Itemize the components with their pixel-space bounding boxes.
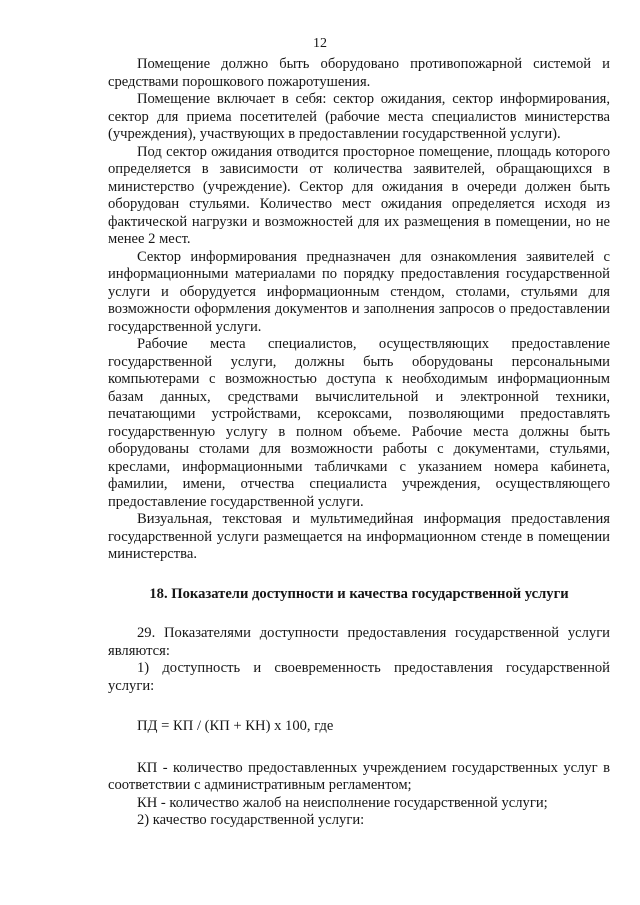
list-item-1: 1) доступность и своевременность предоставления государственной услуги: [108,660,610,694]
paragraph-room-sectors: Помещение включает в себя: сектор ожидания, сектор информирования, сектор для приема посетителей (рабочие места специалистов министерства (учреждения), участвующих в предоставлении государственной услуги). [108,91,610,142]
list-item-2: 2) качество государственной услуги: [137,812,365,828]
page-number: 12 [313,36,327,51]
definition-kp: КП - количество предоставленных учреждением государственных услуг в соответствии с административным регламентом; [108,759,610,793]
formula: ПД = КП / (КП + КН) х 100, где [137,718,334,734]
definition-kn: КН - количество жалоб на неисполнение государственной услуги; [137,794,548,811]
paragraph-info-sector: Сектор информирования предназначен для ознакомления заявителей с информационными материалами по порядку предоставления государственной услуги и оборудуется информационным стендом, столами, стульями для возможности оформления документов и заполнения запросов о предоставлении государственной услуги. [108,248,610,335]
section-heading: 18. Показатели доступности и качества государственной услуги [149,585,569,602]
paragraph-visual-info: Визуальная, текстовая и мультимедийная информация предоставления государственной услуги размещается на информационном стенде в помещении министерства. [108,511,610,562]
paragraph-workplaces: Рабочие места специалистов, осуществляющих предоставление государственной услуги, должны быть оборудованы персональными компьютерами с возможностью доступа к необходимым информационным базам данных, средствами вычислительной и электронной техники, печатающими устройствами, ксероксами, позволяющими предоставлять государственную услугу в полном объеме. Рабочие места должны быть оборудованы столами для возможности работы с документами, стульями, креслами, информационными табличками с указанием номера кабинета, фамилии, имени, отчества специалиста учреждения, осуществляющего предоставление государственной услуги. [108,336,610,510]
paragraph-fire-safety: Помещение должно быть оборудовано противопожарной системой и средствами порошкового пожаротушения. [108,56,610,90]
paragraph-waiting-sector: Под сектор ожидания отводится просторное помещение, площадь которого определяется в зависимости от количества заявителей, обращающихся в министерство (учреждение). Сектор для ожидания в очереди должен быть оборудован стульями. Количество мест ожидания определяется исходя из фактической нагрузки и возможностей для их размещения в помещении, но не менее 2 мест. [108,143,610,247]
paragraph-29: 29. Показателями доступности предоставления государственной услуги являются: [108,625,610,659]
document-body [108,56,610,830]
